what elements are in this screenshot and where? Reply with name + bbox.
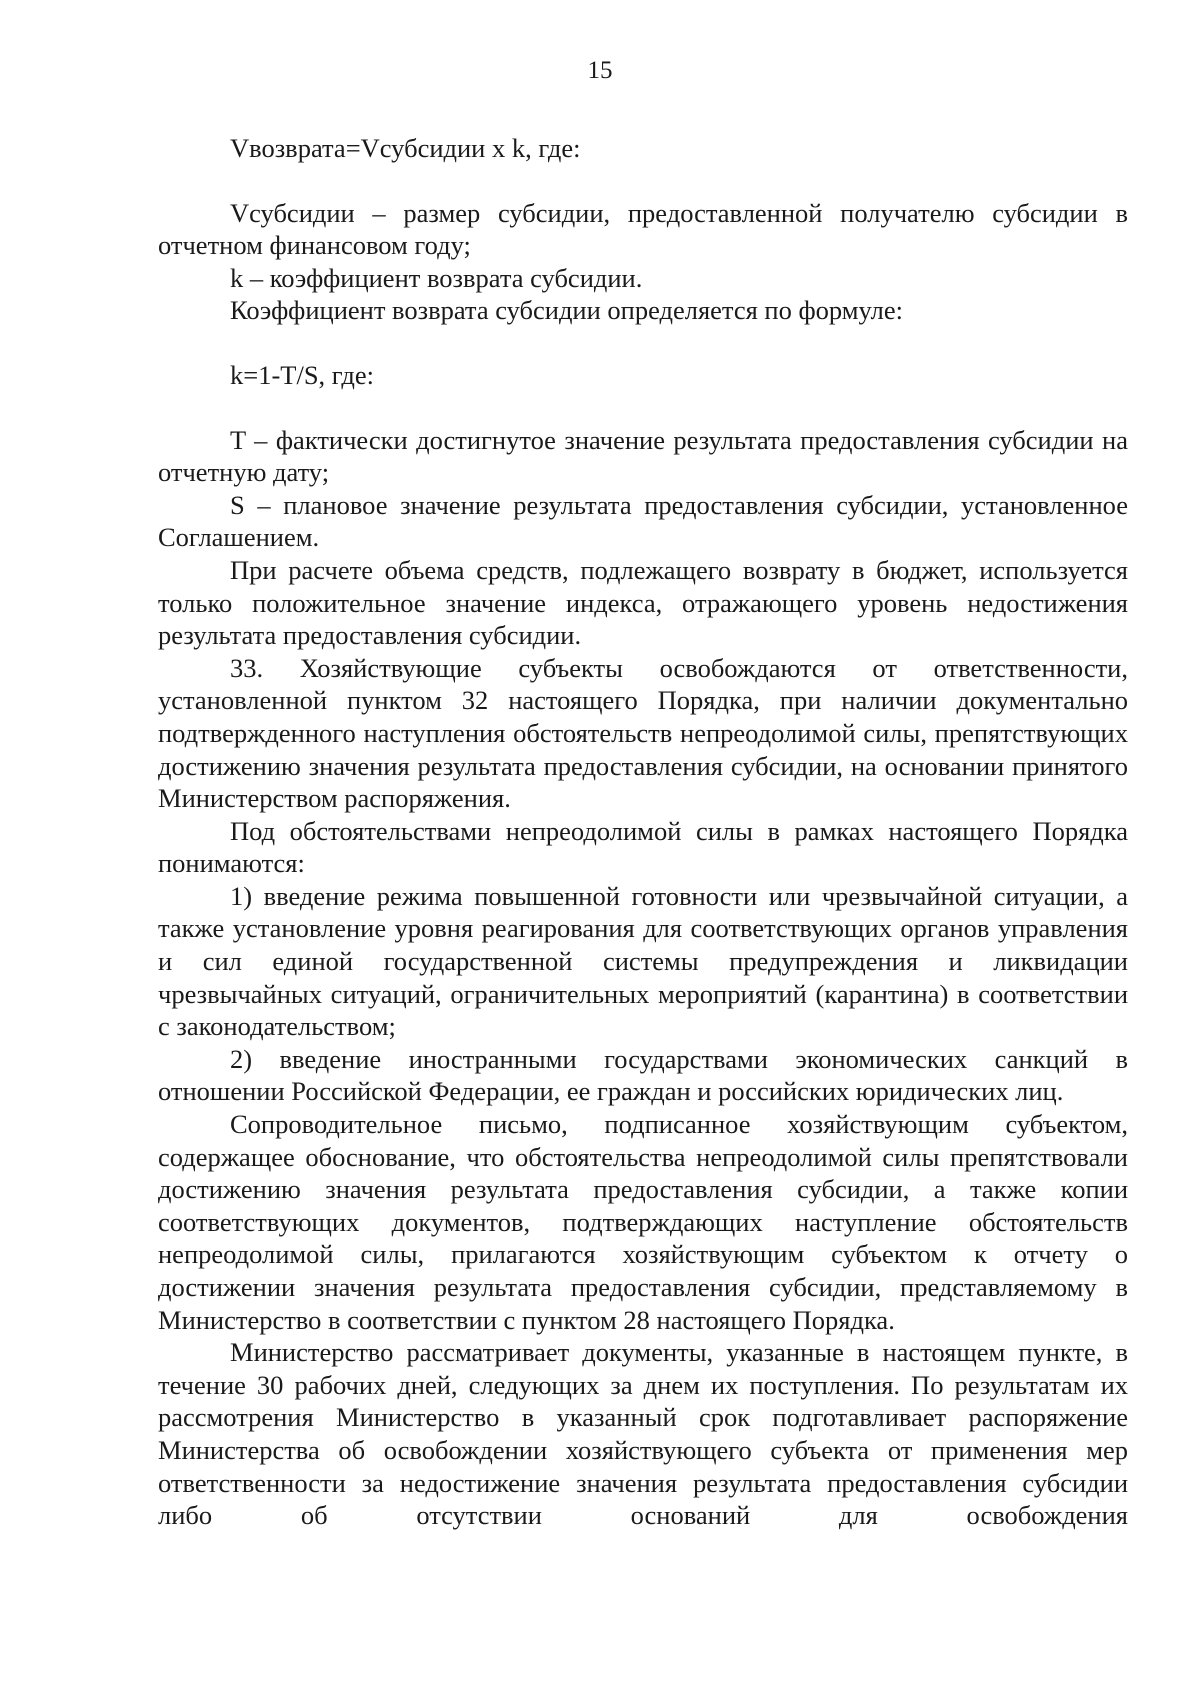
definition-s: S – плановое значение результата предоставления субсидии, установленное Соглашением.	[158, 489, 1128, 553]
paragraph-cover-letter: Сопроводительное письмо, подписанное хозяйствующим субъектом, содержащее обоснование, что обстоятельства непреодолимой силы препятствовали достижению значения результата предоставления субсидии, а также копии соответствующих документов, подтверждающих наступление обстоятельств непреодолимой силы, прилагаются хозяйствующим субъектом к отчету о достижении значения результата предоставления субсидии, представляемому в Министерство в соответствии с пунктом 28 настоящего Порядка.	[158, 1109, 1128, 1335]
paragraph-ministry-review: Министерство рассматривает документы, указанные в настоящем пункте, в течение 30 рабочих дней, следующих за днем их поступления. По результатам их рассмотрения Министерство в указанный срок подготавливает распоряжение Министерства об освобождении хозяйствующего субъекта от применения мер ответственности за недостижение значения результата предоставления субсидии либо об отсутствии оснований для освобождения	[158, 1337, 1128, 1531]
list-item-2: 2) введение иностранными государствами экономических санкций в отношении Российской Федерации, ее граждан и российских юридических лиц.	[158, 1043, 1128, 1107]
formula-coefficient: k=1-T/S, где:	[230, 359, 374, 390]
coefficient-intro: Коэффициент возврата субсидии определяется по формуле:	[230, 295, 903, 326]
document-body	[158, 132, 1128, 1532]
definition-t: T – фактически достигнутое значение результата предоставления субсидии на отчетную дату;	[158, 424, 1128, 488]
paragraph-calculation: При расчете объема средств, подлежащего возврату в бюджет, используется только положительное значение индекса, отражающего уровень недостижения результата предоставления субсидии.	[158, 554, 1128, 651]
page-number: 15	[587, 57, 613, 84]
paragraph-33: 33. Хозяйствующие субъекты освобождаются от ответственности, установленной пунктом 32 настоящего Порядка, при наличии документально подтвержденного наступления обстоятельств непреодолимой силы, препятствующих достижению значения результата предоставления субсидии, на основании принятого Министерством распоряжения.	[158, 652, 1128, 814]
definition-v-subsidy: Vсубсидии – размер субсидии, предоставленной получателю субсидии в отчетном финансовом году;	[158, 197, 1128, 261]
list-item-1: 1) введение режима повышенной готовности или чрезвычайной ситуации, а также установление уровня реагирования для соответствующих органов управления и сил единой государственной системы предупреждения и ликвидации чрезвычайных ситуаций, ограничительных мероприятий (карантина) в соответствии с законодательством;	[158, 880, 1128, 1042]
paragraph-force-majeure: Под обстоятельствами непреодолимой силы в рамках настоящего Порядка понимаются:	[158, 815, 1128, 879]
definition-k: k – коэффициент возврата субсидии.	[230, 262, 643, 293]
formula-return-volume: Vвозврата=Vсубсидии х k, где:	[230, 133, 581, 163]
